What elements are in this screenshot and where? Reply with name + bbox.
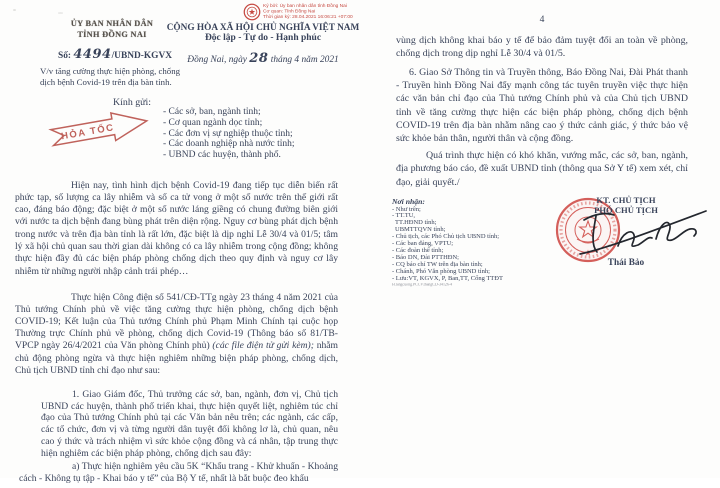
urgent-stamp-label: HỎA TỐC	[60, 122, 116, 143]
issue-date	[158, 51, 368, 66]
body-paragraph-3: 1. Giao Giám đốc, Thủ trưởng các sở, ban, ngành, đơn vị, Chủ tịch UBND các huyện, thành phố triển khai, thực hiện quyết liệt, nghiêm túc chỉ đạo của Thủ tướng Chính phủ tại các Văn bản nêu trên; các ngành, các cấp, các tổ chức, đơn vị và từng người dân tuyệt đối không lơ là, chủ quan, nêu cao ý thức và trách nhiệm vì sức khỏe cộng đồng và cá nhân, tập trung thực hiện nghiêm các biện pháp phòng, chống dịch sau đây:	[41, 388, 338, 460]
signer-title	[560, 196, 692, 216]
esign-signer: Ký bởi: Ủy ban nhân dân tỉnh Đồng Nai	[263, 3, 347, 9]
distribution-line: - Lưu:VT, KGVX, P, Ban,TT, Cổng TTĐT	[392, 274, 503, 282]
distribution-line: - TT.TU,	[392, 212, 416, 220]
urgent-stamp	[45, 103, 156, 161]
distribution-line: - Các ban đảng, VPTU;	[392, 240, 454, 248]
distribution-line: TT.HĐND tỉnh;	[395, 219, 437, 227]
date-day-handwritten: 28	[249, 51, 269, 66]
date-suffix: tháng 4 năm 2021	[270, 55, 339, 65]
distribution-line: - Chủ tịch, các Phó Chủ tịch UBND tỉnh;	[392, 233, 500, 241]
body-paragraph-1: Hiện nay, tình hình dịch bệnh Covid-19 đang tiếp tục diễn biến rất phức tạp, số lượng ca lây nhiễm và số ca tử vong ở một số nước trên thế giới rất cao, đáng báo động; đặc biệt ở một số nước láng giềng có chung đường biên giới với nước ta dịch bệnh đang bùng phát trên diện rộng. Nguy cơ bùng phát dịch bệnh trong nước và trên địa bàn tỉnh là rất lớn, đặc biệt là dịp nghỉ Lễ 30/4 và 01/5; tâm lý xã hội chủ quan sau thời gian dài không có ca lây nhiễm trong cộng đồng; không thực hiện đầy đủ các biện pháp phòng chống dịch theo quy định và nguy cơ lây nhiễm từ những người nhập cảnh trái phép…	[15, 179, 338, 277]
doc-subject: V/v tăng cường thực hiện phòng, chống dịch bệnh Covid-19 trên địa bàn tỉnh.	[40, 66, 181, 87]
recipient-list	[163, 107, 295, 161]
issuer-line-2: TỈNH ĐỒNG NAI	[77, 29, 147, 39]
digital-signature-stamp	[243, 3, 373, 25]
signer-title-line-2: PHÓ CHỦ TỊCH	[594, 204, 658, 215]
body-paragraph-continuation: vùng dịch không khai báo y tế để bảo đảm tuyệt đối an toàn về phòng, chống dịch trong dịp nghỉ Lễ 30/4 và 01/5.	[396, 34, 688, 60]
national-header: CỘNG HÒA XÃ HỘI CHỦ NGHĨA VIỆT NAM	[166, 23, 360, 33]
esign-text	[263, 3, 353, 20]
distribution-line: - Như trên;	[392, 205, 421, 213]
body-paragraph-4: a) Thực hiện nghiêm yêu cầu 5K “Khẩu trang - Khử khuẩn - Khoảng cách - Không tụ tập - Khai báo y tế” của Bộ Y tế, nhất là bắt buộc đeo khẩu	[19, 460, 338, 485]
urgent-arrow-icon	[45, 103, 155, 155]
distribution-line: - Chánh, Phó Văn phòng UBND tỉnh;	[392, 267, 490, 275]
distribution-line: UBMTTQVN tỉnh;	[395, 226, 446, 234]
doc-number-handwritten: 4494	[73, 47, 112, 62]
date-prefix: Đồng Nai, ngày	[187, 55, 247, 65]
recipient-line: - Các đơn vị sự nghiệp thuộc tỉnh;	[163, 128, 293, 139]
esign-agency: Cơ quan: Tỉnh Đồng Nai	[263, 8, 316, 15]
body-paragraph-6: 6. Giao Sở Thông tin và Truyền thông, Báo Đồng Nai, Đài Phát thanh - Truyền hình Đồng Nai đẩy mạnh công tác tuyên truyền việc thực hiện các văn bản chỉ đạo của Thủ tướng Chính phủ và của Chủ tịch UBND tỉnh về tăng cường thực hiện các biện pháp phòng, chống dịch bệnh COVID-19 trên địa bàn nhằm nâng cao ý thức cảnh giác, ý thức bảo vệ sức khỏe bản thân, người thân và cộng đồng.	[396, 66, 688, 145]
paragraph-2-text-end: nhằm chủ động phòng ngừa và thực hiện nghiêm những biện pháp phòng, chống dịch, Chủ tịch UBND tỉnh chỉ đạo như sau:	[15, 340, 339, 376]
distribution-line: - CQ báo chí TW trên địa bàn tỉnh;	[392, 260, 483, 268]
distribution-block	[392, 198, 564, 289]
doc-number-suffix: /UBND-KGVX	[111, 51, 172, 61]
file-reference: H.tangcuong.PCCV.thangCD-34126-4	[392, 283, 453, 288]
paragraph-2-text: Thực hiện Công điện số 541/CĐ-TTg ngày 23 tháng 4 năm 2021 của Thủ tướng Chính phủ về việc tăng cường thực hiện phòng, chống dịch bệnh COVID-19; Kết luận của Thủ tướng Chính phủ Phạm Minh Chính tại cuộc họp Thường trực Chính phủ về phòng, chống dịch Covid-19 (Thông báo số 81/TB-VPCP ngày 26/4/2021 của Văn phòng Chính phủ)	[15, 291, 338, 352]
distribution-header: Nơi nhận:	[392, 197, 425, 206]
scan-artifact	[13, 9, 16, 11]
recipient-line: - Các doanh nghiệp nhà nước tỉnh;	[163, 139, 295, 150]
doc-number-label: Số:	[58, 51, 72, 61]
paragraph-2-italic: (các file điện tử gửi kèm);	[212, 340, 314, 352]
salutation: Kính gửi:	[113, 97, 151, 108]
esign-time: Thời gian ký: 28.04.2021 16:06:21 +07:00	[263, 14, 353, 20]
distribution-line: - Các đoàn thể tỉnh;	[392, 246, 444, 254]
page-number: 4	[539, 14, 545, 25]
body-paragraph-closing: Quá trình thực hiện có khó khăn, vướng mắc, các sở, ban, ngành, địa phương báo cáo, đề xuất UBND tỉnh (thông qua Sở Y tế) xem xét, chỉ đạo, giải quyết./	[396, 149, 688, 188]
recipient-line: - UBND các huyện, thành phố.	[163, 150, 281, 161]
recipient-line: - Các sở, ban, ngành tỉnh;	[163, 107, 261, 117]
recipient-line: - Cơ quan ngành dọc tỉnh;	[163, 117, 263, 128]
scan-artifact	[58, 12, 63, 14]
national-motto: Độc lập - Tự do - Hạnh phúc	[204, 33, 322, 43]
distribution-line: - Báo DN, Đài PTTHĐN;	[392, 253, 459, 261]
signer-name: Thái Bảo	[607, 258, 645, 268]
issuer-line-1: ỦY BAN NHÂN DÂN	[70, 19, 154, 28]
national-emblem-icon	[243, 3, 261, 21]
signer-title-line-1: KT. CHỦ TỊCH	[596, 195, 656, 205]
body-paragraph-2	[15, 292, 338, 389]
